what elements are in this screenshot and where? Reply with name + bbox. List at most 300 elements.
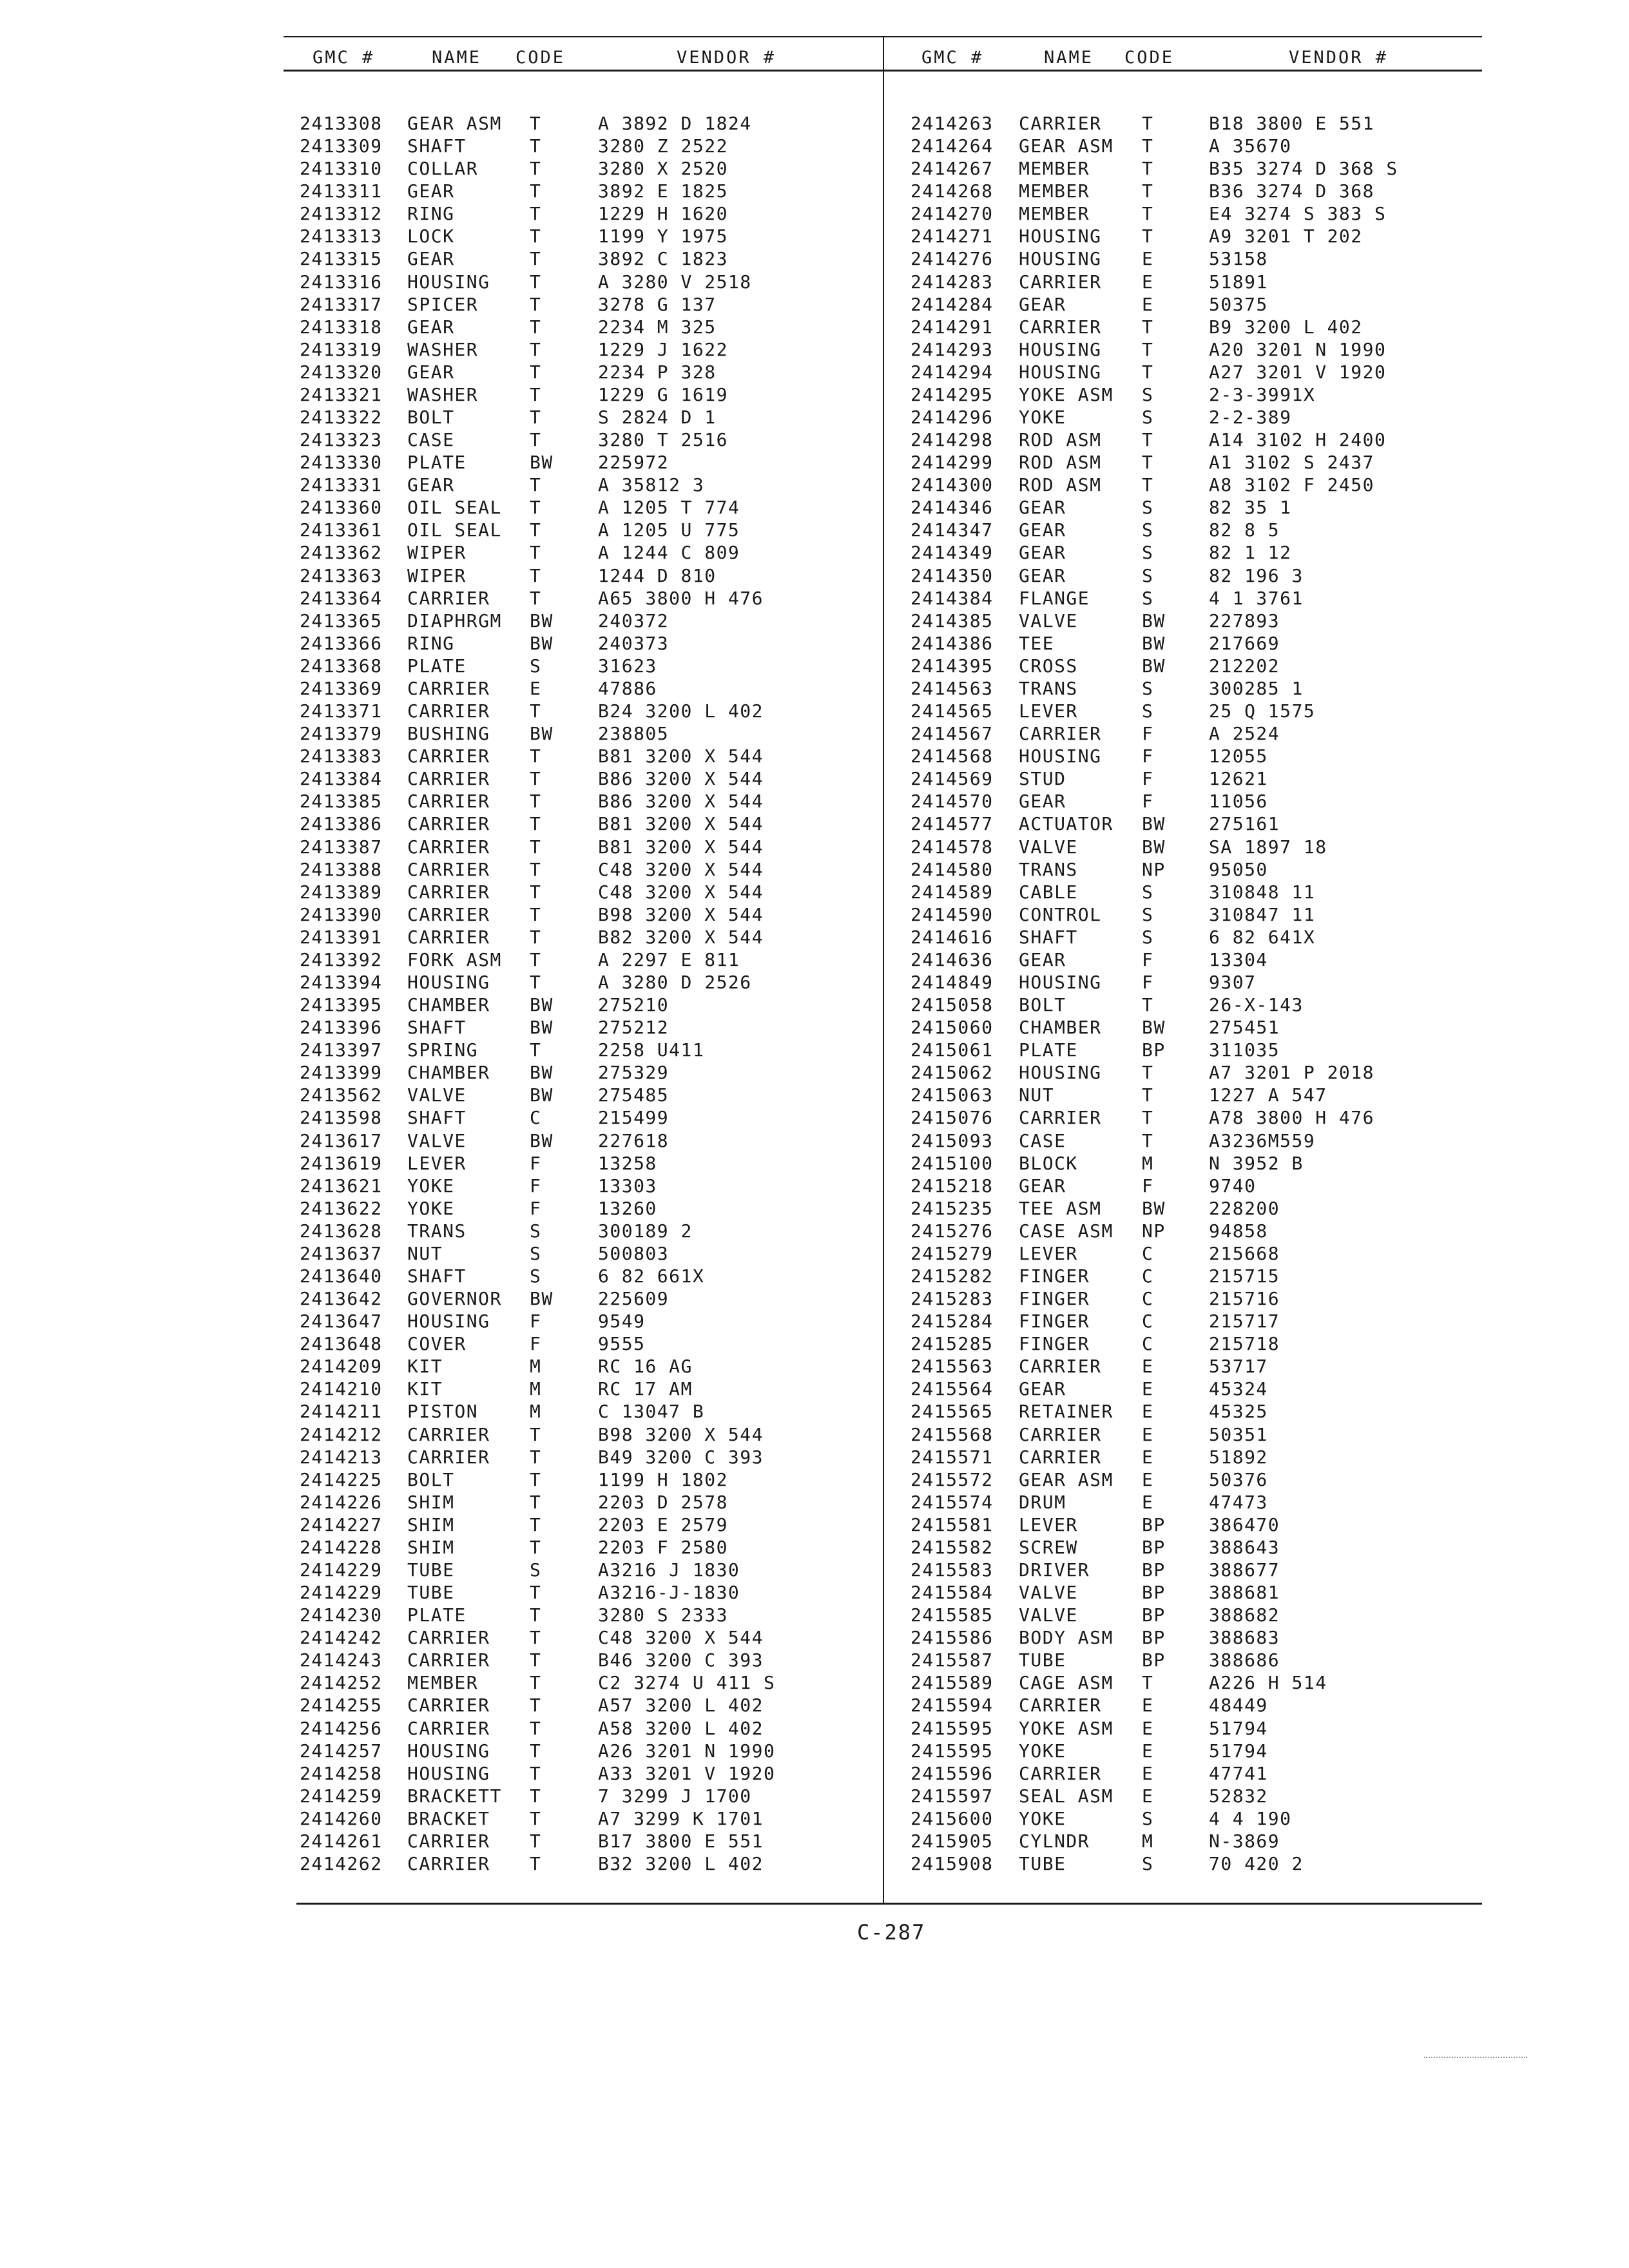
part-row: [0, 1287, 1629, 1310]
gmc-number: 2413384: [300, 768, 383, 790]
vendor-code: T: [530, 429, 542, 451]
part-name: GEAR ASM: [1019, 1468, 1113, 1490]
part-name: CARRIER: [1019, 1446, 1102, 1468]
vendor-code: S: [1142, 564, 1154, 586]
gmc-number: 2415596: [911, 1762, 994, 1784]
part-name: GEAR: [1019, 293, 1066, 315]
vendor-code: T: [1142, 452, 1154, 474]
part-name: TUBE: [407, 1582, 455, 1604]
vendor-code: BW: [1142, 836, 1166, 858]
part-row: [0, 1649, 1629, 1671]
vendor-code: BP: [1142, 1559, 1166, 1581]
gmc-number: 2413371: [300, 700, 383, 722]
part-name: YOKE ASM: [1019, 1717, 1113, 1739]
vendor-code: S: [1142, 519, 1154, 541]
vendor-code: T: [530, 338, 542, 360]
vendor-number: 3280 X 2520: [598, 158, 728, 180]
part-name: CARRIER: [1019, 271, 1102, 293]
vendor-code: T: [1142, 135, 1154, 157]
part-name: TRANS: [1019, 677, 1078, 699]
vendor-code: BW: [1142, 632, 1166, 654]
part-row: [0, 157, 1629, 180]
vendor-number: 238805: [598, 723, 670, 745]
vendor-code: T: [1142, 316, 1154, 338]
vendor-number: 275161: [1209, 813, 1280, 835]
part-name: FINGER: [1019, 1311, 1090, 1332]
vendor-code: T: [530, 361, 542, 383]
vendor-number: A14 3102 H 2400: [1209, 429, 1387, 451]
part-name: MEMBER: [1019, 203, 1090, 225]
vendor-code: T: [530, 135, 542, 157]
gmc-number: 2415285: [911, 1333, 994, 1355]
vendor-number: A 2297 E 811: [598, 948, 740, 970]
part-row: [0, 1468, 1629, 1491]
gmc-number: 2414209: [300, 1356, 383, 1378]
vendor-code: T: [530, 813, 542, 835]
vendor-number: 388682: [1209, 1604, 1280, 1626]
vendor-code: F: [1142, 971, 1154, 993]
part-row: [0, 1694, 1629, 1716]
gmc-number: 2413310: [300, 158, 383, 180]
gmc-number: 2414293: [911, 338, 994, 360]
gmc-number: 2413361: [300, 519, 383, 541]
part-name: DRUM: [1019, 1491, 1066, 1513]
vendor-number: 2203 F 2580: [598, 1536, 728, 1558]
header-name: NAME: [432, 48, 482, 68]
vendor-number: 3280 Z 2522: [598, 135, 728, 157]
vendor-code: T: [1142, 361, 1154, 383]
vendor-code: BW: [530, 1288, 554, 1310]
vendor-number: 9307: [1209, 971, 1257, 993]
part-row: [0, 948, 1629, 971]
vendor-code: T: [530, 474, 542, 496]
gmc-number: 2414616: [911, 926, 994, 948]
part-row: [0, 1016, 1629, 1039]
gmc-number: 2413396: [300, 1017, 383, 1039]
vendor-code: T: [530, 383, 542, 405]
vendor-code: BW: [530, 1084, 554, 1106]
part-name: HOUSING: [407, 1762, 490, 1784]
gmc-number: 2413383: [300, 745, 383, 767]
vendor-number: 45324: [1209, 1378, 1268, 1400]
part-name: PLATE: [407, 452, 467, 474]
vendor-number: A 35670: [1209, 135, 1292, 157]
gmc-number: 2415582: [911, 1536, 994, 1558]
vendor-number: 275329: [598, 1062, 670, 1084]
gmc-number: 2415908: [911, 1853, 994, 1875]
part-row: [0, 541, 1629, 564]
vendor-code: T: [530, 1785, 542, 1807]
part-row: [0, 1175, 1629, 1197]
vendor-code: T: [530, 745, 542, 767]
part-name: FORK ASM: [407, 948, 502, 970]
vendor-number: 1227 A 547: [1209, 1084, 1327, 1106]
vendor-code: M: [1142, 1830, 1154, 1852]
vendor-code: T: [530, 903, 542, 925]
gmc-number: 2414228: [300, 1536, 383, 1558]
vendor-code: NP: [1142, 858, 1166, 880]
part-name: CARRIER: [407, 813, 490, 835]
vendor-code: T: [530, 1536, 542, 1558]
gmc-number: 2413317: [300, 293, 383, 315]
vendor-code: E: [1142, 1446, 1154, 1468]
part-name: CAGE ASM: [1019, 1672, 1113, 1694]
part-name: CARRIER: [407, 1717, 490, 1739]
gmc-number: 2415282: [911, 1265, 994, 1287]
part-row: [0, 1242, 1629, 1265]
gmc-number: 2414255: [300, 1695, 383, 1716]
gmc-number: 2414276: [911, 248, 994, 270]
part-name: CYLNDR: [1019, 1830, 1090, 1852]
gmc-number: 2414384: [911, 587, 994, 609]
vendor-number: 47473: [1209, 1491, 1268, 1513]
gmc-number: 2414347: [911, 519, 994, 541]
vendor-code: E: [1142, 1785, 1154, 1807]
part-name: CARRIER: [407, 903, 490, 925]
vendor-number: 2258 U411: [598, 1039, 705, 1061]
vendor-number: A226 H 514: [1209, 1672, 1327, 1694]
gmc-number: 2413321: [300, 383, 383, 405]
part-row: [0, 1491, 1629, 1514]
part-name: ROD ASM: [1019, 474, 1102, 496]
gmc-number: 2414589: [911, 881, 994, 903]
part-name: VALVE: [407, 1129, 467, 1151]
gmc-number: 2413320: [300, 361, 383, 383]
part-row: [0, 406, 1629, 428]
part-name: MEMBER: [1019, 158, 1090, 180]
vendor-code: T: [530, 971, 542, 993]
vendor-number: 215717: [1209, 1311, 1280, 1332]
vendor-number: A8 3102 F 2450: [1209, 474, 1375, 496]
vendor-code: T: [530, 836, 542, 858]
part-row: [0, 1536, 1629, 1559]
gmc-number: 2413316: [300, 271, 383, 293]
gmc-number: 2414260: [300, 1807, 383, 1829]
vendor-code: F: [530, 1311, 542, 1332]
vendor-code: S: [1142, 677, 1154, 699]
part-name: DRIVER: [1019, 1559, 1090, 1581]
vendor-number: 13260: [598, 1197, 657, 1219]
vendor-code: T: [1142, 474, 1154, 496]
gmc-number: 2414257: [300, 1740, 383, 1762]
vendor-number: 227618: [598, 1129, 670, 1151]
vendor-number: 13304: [1209, 948, 1268, 970]
part-row: [0, 271, 1629, 293]
gmc-number: 2415060: [911, 1017, 994, 1039]
gmc-number: 2413368: [300, 655, 383, 677]
gmc-number: 2413308: [300, 113, 383, 134]
part-name: BOLT: [407, 1468, 455, 1490]
vendor-code: T: [530, 1039, 542, 1061]
gmc-number: 2414229: [300, 1582, 383, 1604]
vendor-number: A 3892 D 1824: [598, 113, 752, 134]
part-name: CARRIER: [407, 745, 490, 767]
part-name: OIL SEAL: [407, 497, 502, 519]
part-name: CARRIER: [407, 700, 490, 722]
part-name: CHAMBER: [1019, 1017, 1102, 1039]
gmc-number: 2415589: [911, 1672, 994, 1694]
vendor-code: E: [1142, 1401, 1154, 1423]
part-name: HOUSING: [407, 1311, 490, 1332]
part-name: YOKE: [1019, 407, 1066, 428]
gmc-number: 2415100: [911, 1152, 994, 1174]
part-row: [0, 1830, 1629, 1852]
part-name: ROD ASM: [1019, 452, 1102, 474]
part-name: HOUSING: [407, 971, 490, 993]
vendor-number: 388643: [1209, 1536, 1280, 1558]
vendor-code: T: [530, 768, 542, 790]
part-row: [0, 135, 1629, 157]
part-name: PLATE: [407, 655, 467, 677]
vendor-number: A 1205 U 775: [598, 519, 740, 541]
vendor-code: T: [530, 791, 542, 812]
bottom-rule: [296, 1903, 1482, 1905]
gmc-number: 2415284: [911, 1311, 994, 1332]
vendor-code: S: [1142, 903, 1154, 925]
gmc-number: 2413386: [300, 813, 383, 835]
vendor-number: 228200: [1209, 1197, 1280, 1219]
vendor-code: T: [530, 158, 542, 180]
part-row: [0, 994, 1629, 1016]
vendor-code: T: [530, 248, 542, 270]
vendor-number: 25 Q 1575: [1209, 700, 1316, 722]
header-code: CODE: [1124, 48, 1175, 68]
vendor-number: 3892 E 1825: [598, 180, 728, 202]
vendor-number: 300189 2: [598, 1220, 693, 1242]
part-row: [0, 632, 1629, 655]
vendor-code: BW: [1142, 1197, 1166, 1219]
vendor-code: NP: [1142, 1220, 1166, 1242]
gmc-number: 2414565: [911, 700, 994, 722]
vendor-number: 3280 S 2333: [598, 1604, 728, 1626]
part-row: [0, 1762, 1629, 1785]
vendor-number: 310848 11: [1209, 881, 1316, 903]
part-name: GEAR: [1019, 1175, 1066, 1196]
gmc-number: 2413617: [300, 1129, 383, 1151]
part-row: [0, 903, 1629, 926]
gmc-number: 2414252: [300, 1672, 383, 1694]
vendor-number: C48 3200 X 544: [598, 881, 764, 903]
part-name: LEVER: [407, 1152, 467, 1174]
gmc-number: 2413322: [300, 407, 383, 428]
vendor-code: BW: [530, 610, 554, 631]
vendor-number: 225972: [598, 452, 670, 474]
vendor-number: A57 3200 L 402: [598, 1695, 764, 1716]
gmc-number: 2415581: [911, 1514, 994, 1535]
part-name: GEAR: [1019, 564, 1066, 586]
vendor-number: B46 3200 C 393: [598, 1649, 764, 1671]
vendor-code: S: [1142, 1853, 1154, 1875]
vendor-number: 2234 M 325: [598, 316, 717, 338]
vendor-number: 51794: [1209, 1740, 1268, 1762]
gmc-number: 2415585: [911, 1604, 994, 1626]
header-name: NAME: [1044, 48, 1094, 68]
part-row: [0, 1310, 1629, 1332]
vendor-number: A20 3201 N 1990: [1209, 338, 1387, 360]
vendor-code: BP: [1142, 1649, 1166, 1671]
part-row: [0, 1446, 1629, 1468]
part-name: CARRIER: [1019, 1695, 1102, 1716]
part-row: [0, 1378, 1629, 1400]
gmc-number: 2415063: [911, 1084, 994, 1106]
gmc-number: 2414211: [300, 1401, 383, 1423]
vendor-code: C: [1142, 1311, 1154, 1332]
part-row: [0, 451, 1629, 474]
vendor-number: 4 1 3761: [1209, 587, 1304, 609]
gmc-number: 2414300: [911, 474, 994, 496]
part-name: CARRIER: [407, 1830, 490, 1852]
vendor-number: 215668: [1209, 1242, 1280, 1264]
part-name: GEAR: [1019, 542, 1066, 564]
gmc-number: 2413391: [300, 926, 383, 948]
vendor-code: T: [1142, 429, 1154, 451]
gmc-number: 2414229: [300, 1559, 383, 1581]
vendor-number: B36 3274 D 368: [1209, 180, 1375, 202]
gmc-number: 2414294: [911, 361, 994, 383]
vendor-number: 82 8 5: [1209, 519, 1280, 541]
gmc-number: 2413621: [300, 1175, 383, 1196]
vendor-number: 227893: [1209, 610, 1280, 631]
vendor-number: B35 3274 D 368 S: [1209, 158, 1398, 180]
vendor-number: B86 3200 X 544: [598, 791, 764, 812]
vendor-number: 225609: [598, 1288, 670, 1310]
vendor-code: T: [530, 1627, 542, 1649]
gmc-number: 2414243: [300, 1649, 383, 1671]
vendor-code: T: [530, 1853, 542, 1875]
vendor-code: E: [1142, 1423, 1154, 1445]
vendor-number: A 35812 3: [598, 474, 705, 496]
vendor-number: 47741: [1209, 1762, 1268, 1784]
vendor-number: SA 1897 18: [1209, 836, 1327, 858]
gmc-number: 2415572: [911, 1468, 994, 1490]
gmc-number: 2414569: [911, 768, 994, 790]
vendor-number: 82 1 12: [1209, 542, 1292, 564]
vendor-number: 310847 11: [1209, 903, 1316, 925]
vendor-code: T: [530, 226, 542, 247]
vendor-code: T: [1142, 994, 1154, 1016]
vendor-number: A3236M559: [1209, 1129, 1316, 1151]
vendor-code: T: [1142, 180, 1154, 202]
part-row: [0, 383, 1629, 406]
vendor-code: T: [1142, 203, 1154, 225]
vendor-number: 2203 E 2579: [598, 1514, 728, 1535]
gmc-number: 2415568: [911, 1423, 994, 1445]
vendor-number: 2-3-3991X: [1209, 383, 1316, 405]
gmc-number: 2413330: [300, 452, 383, 474]
part-name: HOUSING: [1019, 1062, 1102, 1084]
part-name: CARRIER: [1019, 316, 1102, 338]
vendor-code: T: [530, 881, 542, 903]
part-name: HOUSING: [1019, 338, 1102, 360]
part-name: FINGER: [1019, 1265, 1090, 1287]
part-name: MEMBER: [1019, 180, 1090, 202]
vendor-code: S: [530, 1220, 542, 1242]
gmc-number: 2415597: [911, 1785, 994, 1807]
part-name: GEAR: [407, 180, 455, 202]
gmc-number: 2414261: [300, 1830, 383, 1852]
vendor-number: 300285 1: [1209, 677, 1304, 699]
gmc-number: 2415583: [911, 1559, 994, 1581]
part-name: CARRIER: [1019, 113, 1102, 134]
part-name: YOKE ASM: [1019, 383, 1113, 405]
vendor-code: T: [530, 1762, 542, 1784]
vendor-code: E: [1142, 1468, 1154, 1490]
gmc-number: 2413619: [300, 1152, 383, 1174]
vendor-code: BW: [530, 1129, 554, 1151]
gmc-number: 2413637: [300, 1242, 383, 1264]
gmc-number: 2415571: [911, 1446, 994, 1468]
part-name: YOKE: [407, 1197, 455, 1219]
gmc-number: 2413387: [300, 836, 383, 858]
part-name: GEAR: [1019, 519, 1066, 541]
part-name: ACTUATOR: [1019, 813, 1113, 835]
vendor-code: E: [1142, 248, 1154, 270]
part-row: [0, 700, 1629, 722]
vendor-code: T: [530, 1717, 542, 1739]
part-row: [0, 1604, 1629, 1626]
vendor-code: T: [1142, 338, 1154, 360]
part-name: SHIM: [407, 1514, 455, 1535]
vendor-code: F: [530, 1152, 542, 1174]
vendor-number: N-3869: [1209, 1830, 1280, 1852]
vendor-number: B49 3200 C 393: [598, 1446, 764, 1468]
vendor-code: T: [530, 1491, 542, 1513]
gmc-number: 2414580: [911, 858, 994, 880]
part-name: CASE: [407, 429, 455, 451]
part-name: CASE: [1019, 1129, 1066, 1151]
header-vendor: VENDOR #: [677, 48, 776, 68]
vendor-number: 1229 G 1619: [598, 383, 728, 405]
vendor-code: M: [530, 1356, 542, 1378]
part-row: [0, 338, 1629, 361]
vendor-code: T: [530, 948, 542, 970]
vendor-code: S: [530, 655, 542, 677]
vendor-code: S: [1142, 881, 1154, 903]
vendor-number: 215499: [598, 1107, 670, 1129]
part-name: RETAINER: [1019, 1401, 1113, 1423]
gmc-number: 2413312: [300, 203, 383, 225]
part-row: [0, 1852, 1629, 1875]
gmc-number: 2414298: [911, 429, 994, 451]
gmc-number: 2413395: [300, 994, 383, 1016]
part-name: TUBE: [1019, 1853, 1066, 1875]
vendor-number: A7 3299 K 1701: [598, 1807, 764, 1829]
part-name: GEAR: [1019, 948, 1066, 970]
vendor-code: C: [1142, 1242, 1154, 1264]
part-name: SCREW: [1019, 1536, 1078, 1558]
vendor-number: 9555: [598, 1333, 646, 1355]
part-name: MEMBER: [407, 1672, 479, 1694]
gmc-number: 2414299: [911, 452, 994, 474]
part-name: SHAFT: [1019, 926, 1078, 948]
vendor-code: BW: [530, 994, 554, 1016]
gmc-number: 2415600: [911, 1807, 994, 1829]
vendor-number: 388677: [1209, 1559, 1280, 1581]
vendor-number: 3892 C 1823: [598, 248, 728, 270]
vendor-number: 12055: [1209, 745, 1268, 767]
part-name: CARRIER: [1019, 1356, 1102, 1378]
part-name: YOKE: [1019, 1740, 1066, 1762]
part-name: CARRIER: [1019, 1107, 1102, 1129]
vendor-number: 9740: [1209, 1175, 1257, 1196]
vendor-code: BP: [1142, 1582, 1166, 1604]
part-name: YOKE: [1019, 1807, 1066, 1829]
vendor-number: B81 3200 X 544: [598, 836, 764, 858]
part-name: CROSS: [1019, 655, 1078, 677]
vendor-code: T: [530, 858, 542, 880]
vendor-code: E: [1142, 1378, 1154, 1400]
vendor-number: 51892: [1209, 1446, 1268, 1468]
